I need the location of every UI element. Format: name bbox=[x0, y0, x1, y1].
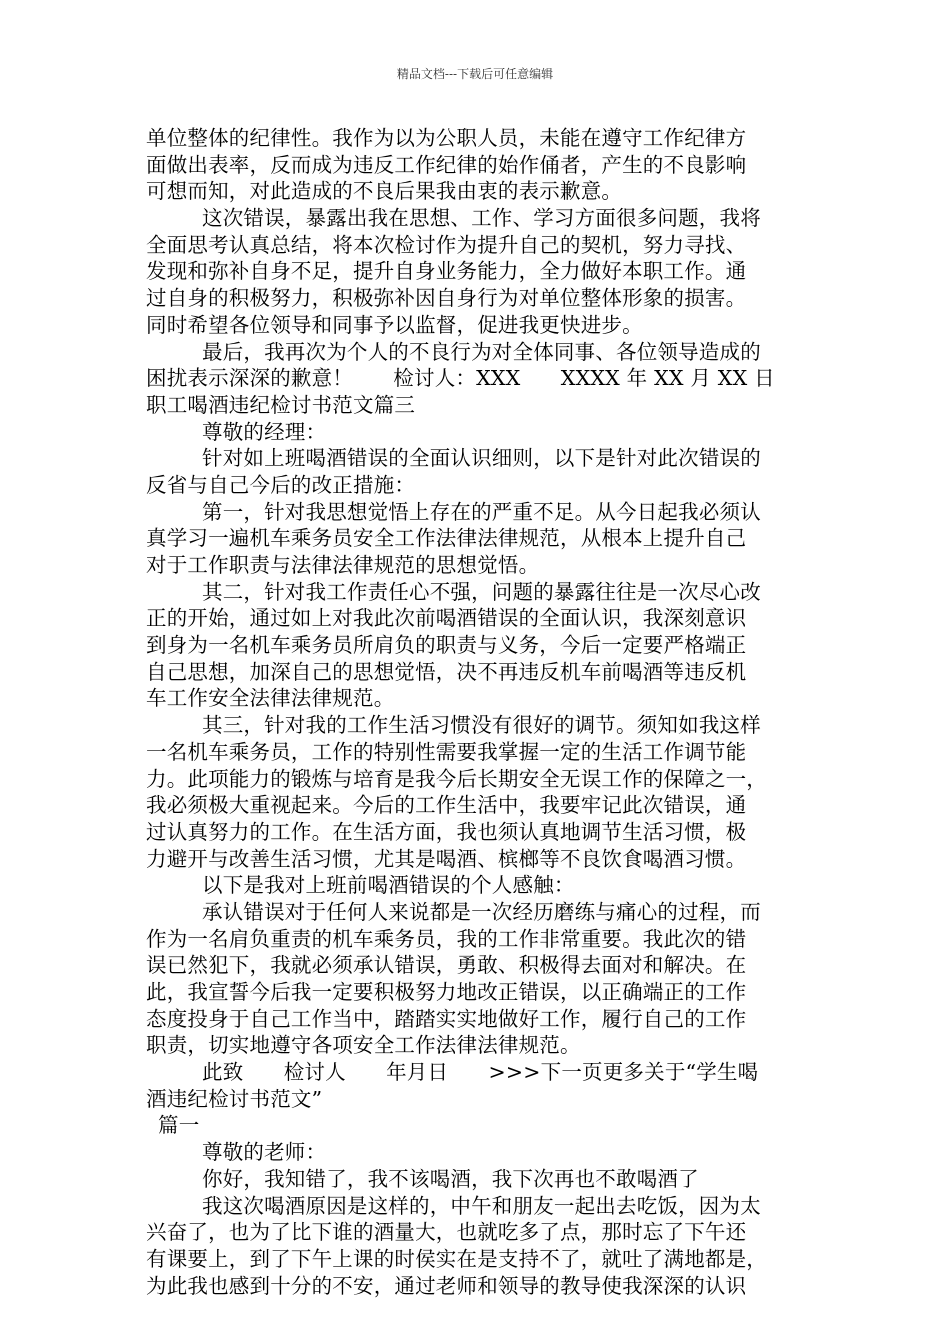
text-line: 可想而知，对此造成的不良后果我由衷的表示歉意。 bbox=[146, 179, 623, 204]
text-line: 车工作安全法律法律规范。 bbox=[146, 686, 395, 711]
text-line: 以下是我对上班前喝酒错误的个人感触： bbox=[202, 873, 575, 898]
text-line: 面做出表率，反而成为违反工作纪律的始作俑者，产生的不良影响 bbox=[146, 152, 747, 177]
text-line: 全面思考认真总结，将本次检讨作为提升自己的契机，努力寻找、 bbox=[146, 232, 747, 257]
text-line: 你好，我知错了，我不该喝酒，我下次再也不敢喝酒了 bbox=[202, 1166, 699, 1191]
text-line: 最后，我再次为个人的不良行为对全体同事、各位领导造成的 bbox=[202, 339, 761, 364]
text-line: 职工喝酒违纪检讨书范文篇三 bbox=[146, 392, 416, 417]
text-line: 真学习一遍机车乘务员安全工作法律法律规范，从根本上提升自己 bbox=[146, 526, 747, 551]
text-line: 过认真努力的工作。在生活方面，我也须认真地调节生活习惯，极 bbox=[146, 819, 747, 844]
text-line: 此，我宣誓今后我一定要积极努力地改正错误，以正确端正的工作 bbox=[146, 980, 747, 1004]
text-line: 力避开与改善生活习惯，尤其是喝酒、槟榔等不良饮食喝酒习惯。 bbox=[146, 846, 747, 871]
text-line: 作为一名肩负重责的机车乘务员，我的工作非常重要。我此次的错 bbox=[146, 926, 747, 951]
text-line: 兴奋了，也为了比下谁的酒量大，也就吃多了点，那时忘了下午还 bbox=[146, 1220, 747, 1245]
text-line: 此致 检讨人 年月日 >>>下一页更多关于“学生喝 bbox=[202, 1060, 759, 1085]
page-header: 精品文档---下载后可任意编辑 bbox=[396, 67, 554, 81]
text-line: 篇一 bbox=[158, 1113, 200, 1138]
text-line: 我必须极大重视起来。今后的工作生活中，我要牢记此次错误，通 bbox=[146, 793, 747, 818]
text-line: 针对如上班喝酒错误的全面认识细则，以下是针对此次错误的 bbox=[202, 446, 761, 471]
text-line: 第一，针对我思想觉悟上存在的严重不足。从今日起我必须认 bbox=[202, 499, 761, 524]
text-line: 为此我也感到十分的不安，通过老师和领导的教导使我深深的认识 bbox=[146, 1273, 747, 1298]
text-line: 一名机车乘务员，工作的特别性需要我掌握一定的生活工作调节能 bbox=[146, 739, 747, 764]
text-line: 自己思想，加深自己的思想觉悟，决不再违反机车前喝酒等违反机 bbox=[146, 659, 747, 684]
text-line: 过自身的积极努力，积极弥补因自身行为对单位整体形象的损害。 bbox=[146, 286, 747, 311]
text-line: 困扰表示深深的歉意！ 检讨人：XXX XXXX 年 XX 月 XX 日 bbox=[146, 366, 775, 391]
text-line: 这次错误，暴露出我在思想、工作、学习方面很多问题，我将 bbox=[202, 206, 761, 231]
text-line: 对于工作职责与法律法律规范的思想觉悟。 bbox=[146, 553, 540, 577]
text-line: 态度投身于自己工作当中，踏踏实实地做好工作，履行自己的工作 bbox=[146, 1006, 747, 1031]
text-line: 到身为一名机车乘务员所肩负的职责与义务，今后一定要严格端正 bbox=[146, 633, 747, 658]
text-line: 尊敬的经理： bbox=[202, 419, 327, 444]
document-body bbox=[146, 125, 812, 1299]
text-line: 单位整体的纪律性。我作为以为公职人员，未能在遵守工作纪律方 bbox=[146, 126, 747, 150]
text-line: 力。此项能力的锻炼与培育是我今后长期安全无误工作的保障之一， bbox=[146, 766, 767, 791]
text-line: 酒违纪检讨书范文” bbox=[146, 1086, 323, 1111]
text-line: 尊敬的老师： bbox=[202, 1140, 327, 1165]
text-line: 发现和弥补自身不足，提升自身业务能力，全力做好本职工作。通 bbox=[146, 259, 747, 284]
text-line: 误已然犯下，我就必须承认错误，勇敢、积极得去面对和解决。在 bbox=[146, 953, 747, 978]
text-line: 其二，针对我工作责任心不强，问题的暴露往往是一次尽心改 bbox=[202, 579, 761, 604]
text-line: 其三，针对我的工作生活习惯没有很好的调节。须知如我这样 bbox=[202, 713, 761, 738]
text-line: 同时希望各位领导和同事予以监督，促进我更快进步。 bbox=[146, 312, 643, 337]
text-line: 正的开始，通过如上对我此次前喝酒错误的全面认识，我深刻意识 bbox=[146, 606, 747, 631]
text-line: 有课要上，到了下午上课的时侯实在是支持不了，就吐了满地都是， bbox=[146, 1246, 767, 1271]
text-line: 我这次喝酒原因是这样的，中午和朋友一起出去吃饭，因为太 bbox=[202, 1193, 761, 1218]
text-line: 承认错误对于任何人来说都是一次经历磨练与痛心的过程，而 bbox=[202, 899, 761, 924]
text-line: 反省与自己今后的改正措施： bbox=[146, 472, 416, 497]
text-line: 职责，切实地遵守各项安全工作法律法律规范。 bbox=[146, 1033, 581, 1058]
